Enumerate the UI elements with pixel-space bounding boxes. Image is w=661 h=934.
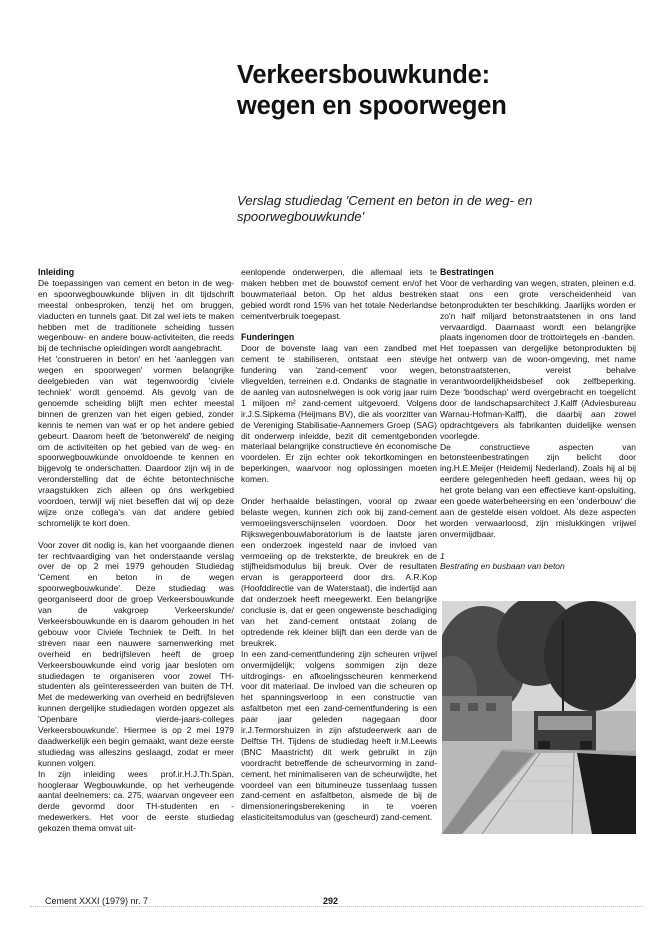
paragraph: De constructieve aspecten van betonsteenbestratingen zijn belicht door ing.H.E.Meijer (Heidemij Nederland). Zoals hij al bij eerdere gelegenheden heeft gedaan, wees hij op het grote belang van een effectieve kant-opsluiting, een goede waterbeheersing en een 'onderbouw' die aan de gestelde eisen voldoet. Als deze aspecten worden verwaarloosd, zijn mislukkingen vrijwel onvermijdbaar. bbox=[440, 441, 636, 539]
paragraph: Onder herhaalde belastingen, vooral op zwaar belaste wegen, kunnen zich ook bij zand-cement vermoeiingsverschijnselen voordoen. Door het Rijkswegenbouwlaboratorium is de laatste jaren een onderzoek ingesteld naar de invloed van vermoeiing op de treksterkte, de breukrek en de stijfheidsmodulus bij breuk. Over de resultaten ervan is gerapporteerd door drs. A.R.Kop (Hoofddirectie van de Waterstaat), die indertijd aan dat onderzoek heeft meegewerkt. Een belangrijke conclusie is, dat er geen ongewenste beschadiging van het zand-cement ontstaat zolang de optredende rek kleiner blijft dan een derde van de breukrek. bbox=[241, 496, 437, 648]
column-2 bbox=[241, 267, 437, 823]
section-heading-bestratingen: Bestratingen bbox=[440, 267, 494, 277]
paragraph: Het 'construeren in beton' en het 'aanleggen van wegen en spoorwegen' vormen belangrijke deelgebieden van wat tegenwoordig 'civiele techniek' wordt genoemd. Als gevolg van de genoemde scheiding blijft men echter meestal binnen de grenzen van het eigen gebied, zonder kennis te nemen van wat er op het andere gebied gebeurt. Daarom heeft de 'betonwereld' de neiging om de activiteiten op het gebied van de weg- en spoorwegbouwkunde onvoldoende te kennen en bijgevolg te onderschatten. Daardoor zijn wij in de veronderstelling dat de échte betontechnische vraagstukken zich alleen op óns werkgebied voordoen, terwijl wij niet beseffen dat wij op deze wijze onze collega's van dat andere gebied schromelijk te kort doen. bbox=[38, 354, 234, 528]
article-subtitle-line-2: spoorwegbouwkunde' bbox=[237, 209, 365, 224]
article-title-line-1: Verkeersbouwkunde: bbox=[237, 61, 490, 89]
paragraph: Door de bovenste laag van een zandbed met cement te stabiliseren, ontstaat een stevige fundering van 'zand-cement' voor wegen, vliegvelden, terreinen e.d. Ondanks de stagnatie in de aanleg van autosnelwegen is ook vorig jaar ruim 1 miljoen m² zand-cement uitgevoerd. Volgens ir.J.S.Sipkema (Heijmans BV), die als voorzitter van de Vereniging Stabilisatie-Aannemers Groep (SAG) dit onderwerp inleidde, bezit dit cementgebonden materiaal belangrijke constructieve én economische voordelen. Er zijn echter ook tekortkomingen en beperkingen, waarvoor nog oplossingen moeten komen. bbox=[241, 343, 437, 485]
article-title bbox=[237, 60, 637, 122]
footer-journal: Cement XXXI (1979) nr. 7 bbox=[45, 896, 149, 906]
paragraph: Voor de verharding van wegen, straten, pleinen e.d. staat ons een grote verscheidenheid van betonprodukten ter beschikking. Jaarlijks worden er zo'n half miljard betonstraatstenen in ons land vervaardigd. Daarnaast wordt een belangrijke plaats ingenomen door de trottoirtegels en -banden. bbox=[440, 277, 636, 343]
section-heading-funderingen: Funderingen bbox=[241, 332, 295, 343]
section-heading-inleiding: Inleiding bbox=[38, 267, 75, 277]
figure-caption: Bestrating en busbaan van beton bbox=[440, 561, 565, 572]
figure-photo-bus-lane bbox=[442, 601, 636, 834]
paragraph: In een zand-cementfundering zijn scheuren vrijwel onvermijdelijk; volgens sommigen zijn deze uitdrogings- en afkoelingsscheuren kenmerkend voor dit materiaal. De invloed van die scheuren op het spanningsverloop in een constructie van asfaltbeton met een zand-cementfundering is een paar jaar geleden nagegaan door ir.J.Termorshuizen in zijn afstudeerwerk aan de Delftse TH. Tijdens de studiedag heeft ir.M.Leewis (BNC Maastricht) dit werk gebruikt in zijn voordracht betreffende de scheurvorming in zand-cement, het minimaliseren van de scheurwijdte, het voordeel van een bitumineuze tussenlaag tussen zand-cement en asfaltbeton, alsmede de bij de dimensioneringsberekening in te voeren elasticiteitsmodulus van (gescheurd) zand-cement. bbox=[241, 648, 437, 823]
article-subtitle-line-1: Verslag studiedag 'Cement en beton in de weg- en bbox=[237, 193, 533, 208]
column-1 bbox=[38, 267, 234, 834]
paragraph: Het toepassen van dergelijke betonprodukten bij het ontwerp van de woon-omgeving, met name betonstraatstenen, vereist behalve verantwoordelijkheidsbesef ook zelfbeperking. Deze 'boodschap' werd overgebracht en toegelicht door de landschapsarchitect J.Kalff (Adviesbureau Warnau-Hofman-Kalff), die daarbij aan zowel opdrachtgevers als fabrikanten duidelijke wensen voorlegde. bbox=[440, 343, 636, 441]
paragraph: In zijn inleiding wees prof.ir.H.J.Th.Span, hoogleraar Wegbouwkunde, op het verheugende aantal deelnemers: ca. 275, waarvan ongeveer een derde gevormd door TH-studenten en -medewerkers. Het voor de eerste studiedag gekozen thema omvat uit- bbox=[38, 768, 234, 834]
article-title-line-2: wegen en spoorwegen bbox=[237, 92, 507, 120]
figure-number: 1 bbox=[440, 550, 445, 561]
column-3 bbox=[440, 267, 636, 572]
article-subtitle bbox=[237, 193, 637, 225]
paragraph: eenlopende onderwerpen, die allemaal iets te maken hebben met de bouwstof cement en/of het bouwmateriaal beton. Op het aldus bestreken gebied wordt rond 15% van het totale Nederlandse cementverbruik toegepast. bbox=[241, 267, 437, 321]
footer-divider bbox=[30, 906, 642, 908]
footer-page-number: 292 bbox=[322, 896, 339, 906]
paragraph: De toepassingen van cement en beton in de weg- en spoorwegbouwkunde blijven in dit tijdschrift meestal onbesproken, tenzij het om bruggen, viaducten en tunnels gaat. Dit zal wel iets te maken hebben met de traditionele scheiding tussen wegenbouw- en andere bouw-activiteiten, die reeds bij de technische opleidingen wordt aangebracht. bbox=[38, 277, 234, 354]
paragraph: Voor zover dit nodig is, kan het voorgaande dienen ter rechtvaardiging van het onderstaande verslag over de op 2 mei 1979 gehouden Studiedag 'Cement en beton in de wegen spoorwegbouwkunde'. Deze studiedag was georganiseerd door de groep Verkeersbouwkunde van de vakgroep Verkeerskunde/ Verkeersbouwkunde en is daarom gehouden in het gebouw voor Civiele Techniek te Delft. In het streven naar een nauwere samenwerking met overheid en bedrijfsleven heeft de groep Verkeersbouwkunde eind vorig jaar besloten om studiedagen te organiseren voor zowel TH-studenten als geïnteresseerden van buiten de TH. Met de medewerking van overheid en bedrijfsleven kunnen dergelijke studiedagen worden opgezet als 'Openbare vierde-jaars-colleges Verkeersbouwkunde'. Hiermee is op 2 mei 1979 daadwerkelijk een begin gemaakt, want deze eerste studiedag was alleszins geslaagd, zodat er meer kunnen volgen. bbox=[38, 539, 234, 768]
